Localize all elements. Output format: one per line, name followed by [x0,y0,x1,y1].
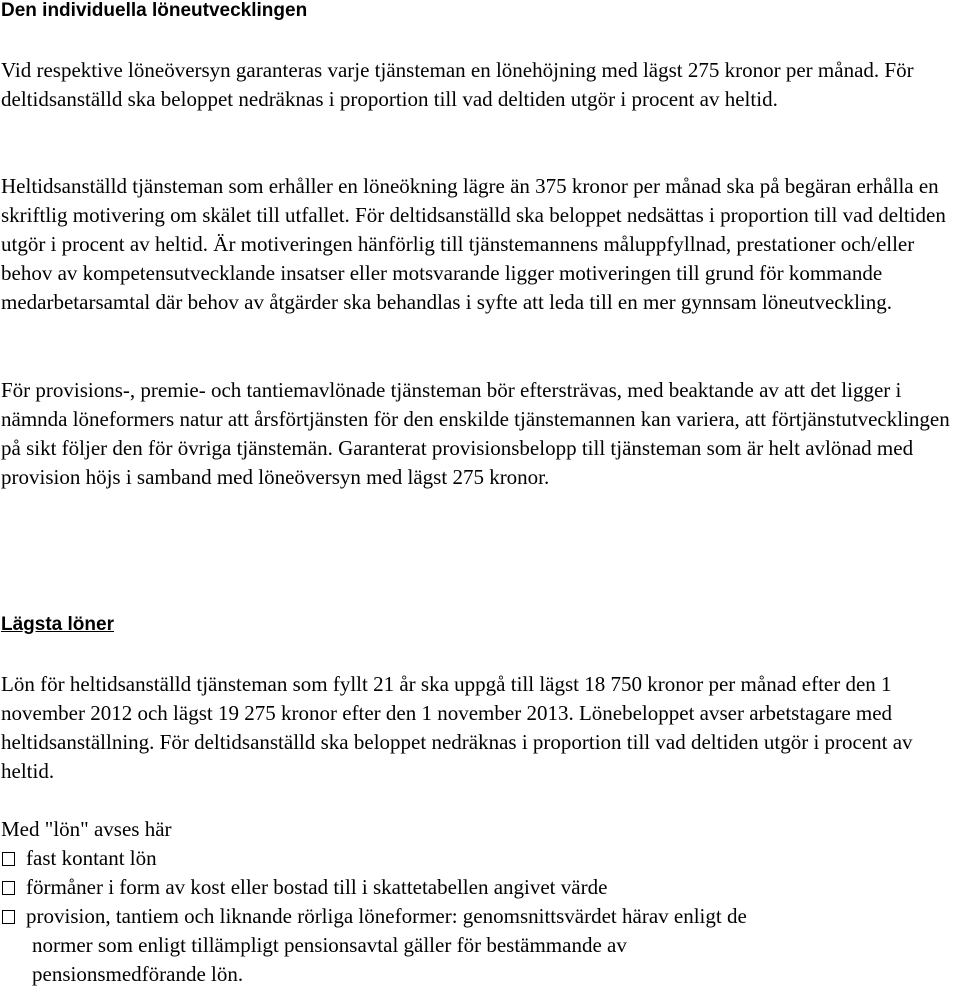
paragraph-commission: För provisions-, premie- och tantiemavlönade tjänsteman bör eftersträvas, med beaktande av att det ligger i nämnda löneformers natur att årsförtjänsten för den enskilde tjänstemannen kan variera, att förtjänstutvecklingen på sikt följer den för övriga tjänstemän. Garanterat provisionsbelopp till tjänsteman som är helt avlönad med provision höjs i samband med löneöversyn med lägst 275 kronor. [1,378,950,489]
checkbox-bullet-icon [2,852,15,866]
section-heading-minimum-wages: Lägsta löner [1,614,114,635]
salary-definition-intro: Med "lön" avses här [1,817,172,841]
paragraph-minimum-wage: Lön för heltidsanställd tjänsteman som fyllt 21 år ska uppgå till lägst 18 750 kronor per månad efter den 1 november 2012 och lägst 19 275 kronor efter den 1 november 2013. Lönebeloppet avser arbetstagare med heltidsanställning. För deltidsanställd ska beloppet nedräknas i proportion till vad deltiden utgör i procent av heltid. [1,672,913,783]
checkbox-bullet-icon [2,881,15,895]
paragraph-guarantee: Vid respektive löneöversyn garanteras varje tjänsteman en lönehöjning med lägst 275 kronor per månad. För deltidsanställd ska beloppet nedräknas i proportion till vad deltiden utgör i procent av heltid. [1,58,914,111]
paragraph-motivation: Heltidsanställd tjänsteman som erhåller en löneökning lägre än 375 kronor per månad ska på begäran erhålla en skriftlig motivering om skälet till utfallet. För deltidsanställd ska beloppet nedsättas i proportion till vad deltiden utgör i procent av heltid. Är motiveringen hänförlig till tjänstemannens måluppfyllnad, prestationer och/eller behov av kompetensutvecklande insatser eller motsvarande ligger motiveringen till grund för kommande medarbetarsamtal där behov av åtgärder ska behandlas i syfte att leda till en mer gynnsam löneutveckling. [1,174,946,314]
section-heading-individual-salary: Den individuella löneutvecklingen [1,0,308,21]
list-item: provision, tantiem och liknande rörliga löneformer: genomsnittsvärdet härav enligt de normer som enligt tillämpligt pensionsavtal gäller för bestämmande av pensionsmedförande lön. [0,902,958,989]
list-item: förmåner i form av kost eller bostad till i skattetabellen angivet värde [0,873,958,902]
salary-definition-list [0,844,958,989]
checkbox-bullet-icon [2,910,15,924]
list-item: fast kontant lön [0,844,958,873]
